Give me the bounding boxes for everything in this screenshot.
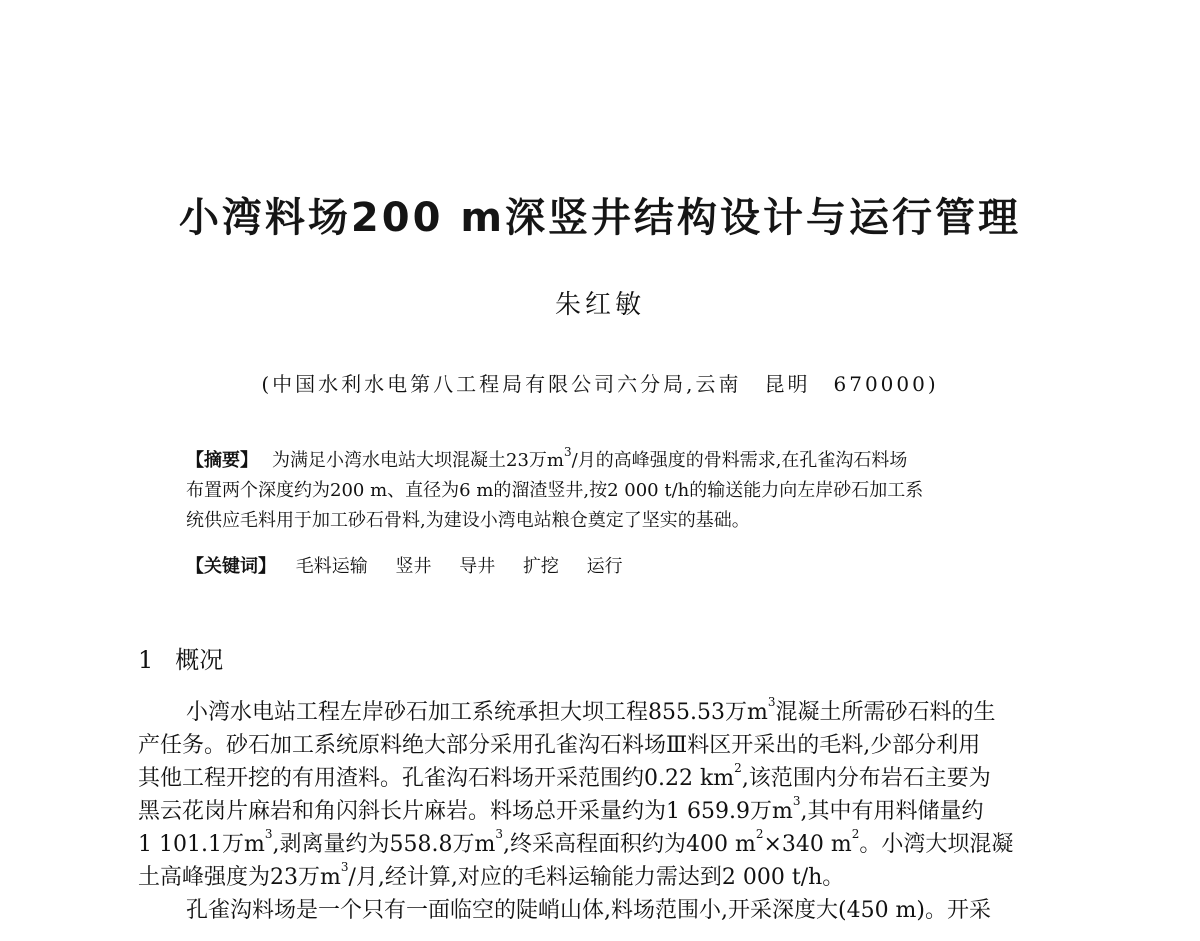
keyword: 毛料运输	[295, 556, 368, 577]
body-text: ×340 m	[763, 832, 852, 857]
abstract-text: 为满足小湾水电站大坝混凝土23万m	[272, 450, 564, 471]
body-line: 产任务。砂石加工系统原料绝大部分采用孔雀沟石料场Ⅲ料区开采出的毛料,少部分利用	[138, 733, 981, 758]
body-text: 混凝土所需砂石料的生	[775, 700, 996, 725]
abstract-block	[186, 446, 1056, 536]
body-text: /月,经计算,对应的毛料运输能力需达到2 000 t/h。	[348, 865, 845, 890]
superscript: 3	[563, 445, 572, 459]
author-affiliation: (中国水利水电第八工程局有限公司六分局,云南 昆明 670000)	[261, 372, 939, 396]
section-heading	[138, 640, 223, 675]
body-text: ,剥离量约为558.8万m	[272, 832, 496, 857]
body-line	[138, 828, 1098, 861]
body-line	[138, 696, 1098, 729]
body-text: 小湾水电站工程左岸砂石加工系统承担大坝工程855.53万m	[186, 700, 768, 725]
superscript: 2	[755, 827, 764, 841]
body-line: 孔雀沟料场是一个只有一面临空的陡峭山体,料场范围小,开采深度大(450 m)。开采	[186, 898, 992, 923]
keyword: 扩挖	[522, 556, 559, 577]
author-name: 朱红敏	[554, 290, 645, 320]
superscript: 2	[734, 761, 742, 775]
abstract-text: /月的高峰强度的骨料需求,在孔雀沟石料场	[571, 450, 908, 471]
keywords-label: 【关键词】	[186, 556, 276, 577]
paper-title: 小湾料场200 m深竖井结构设计与运行管理	[178, 195, 1022, 241]
abstract-line: 统供应毛料用于加工砂石骨料,为建设小湾电站粮仓奠定了坚实的基础。	[186, 510, 750, 531]
abstract-line: 布置两个深度约为200 m、直径为6 m的溜渣竖井,按2 000 t/h的输送能力向左岸砂石加工系	[186, 480, 924, 501]
keyword: 运行	[586, 556, 623, 577]
keyword: 竖井	[395, 556, 432, 577]
body-paragraph	[138, 696, 1098, 927]
body-line	[138, 861, 1098, 894]
superscript: 3	[495, 827, 503, 841]
body-text: 黑云花岗片麻岩和角闪斜长片麻岩。料场总开采量约为1 659.9万m	[138, 799, 793, 824]
body-text: 1 101.1万m	[138, 832, 265, 857]
superscript: 3	[340, 860, 349, 874]
abstract-label: 【摘要】	[186, 450, 258, 471]
body-text: 。小湾大坝混凝	[859, 832, 1014, 857]
body-text: ,其中有用料储量约	[800, 799, 984, 824]
superscript: 3	[767, 695, 776, 709]
abstract-line	[186, 446, 1056, 476]
body-line	[138, 795, 1098, 828]
section-number: 1	[138, 646, 154, 674]
body-text: ,该范围内分布岩石主要为	[741, 766, 991, 791]
section-title: 概况	[175, 646, 224, 674]
superscript: 3	[792, 794, 801, 808]
body-text: ,终采高程面积约为400 m	[502, 832, 756, 857]
keywords-block	[186, 552, 645, 582]
superscript: 3	[264, 827, 273, 841]
body-line	[138, 762, 1098, 795]
body-text: 土高峰强度为23万m	[138, 865, 341, 890]
keyword: 导井	[459, 556, 496, 577]
body-text: 其他工程开挖的有用渣料。孔雀沟石料场开采范围约0.22 km	[138, 766, 735, 791]
superscript: 2	[851, 827, 860, 841]
